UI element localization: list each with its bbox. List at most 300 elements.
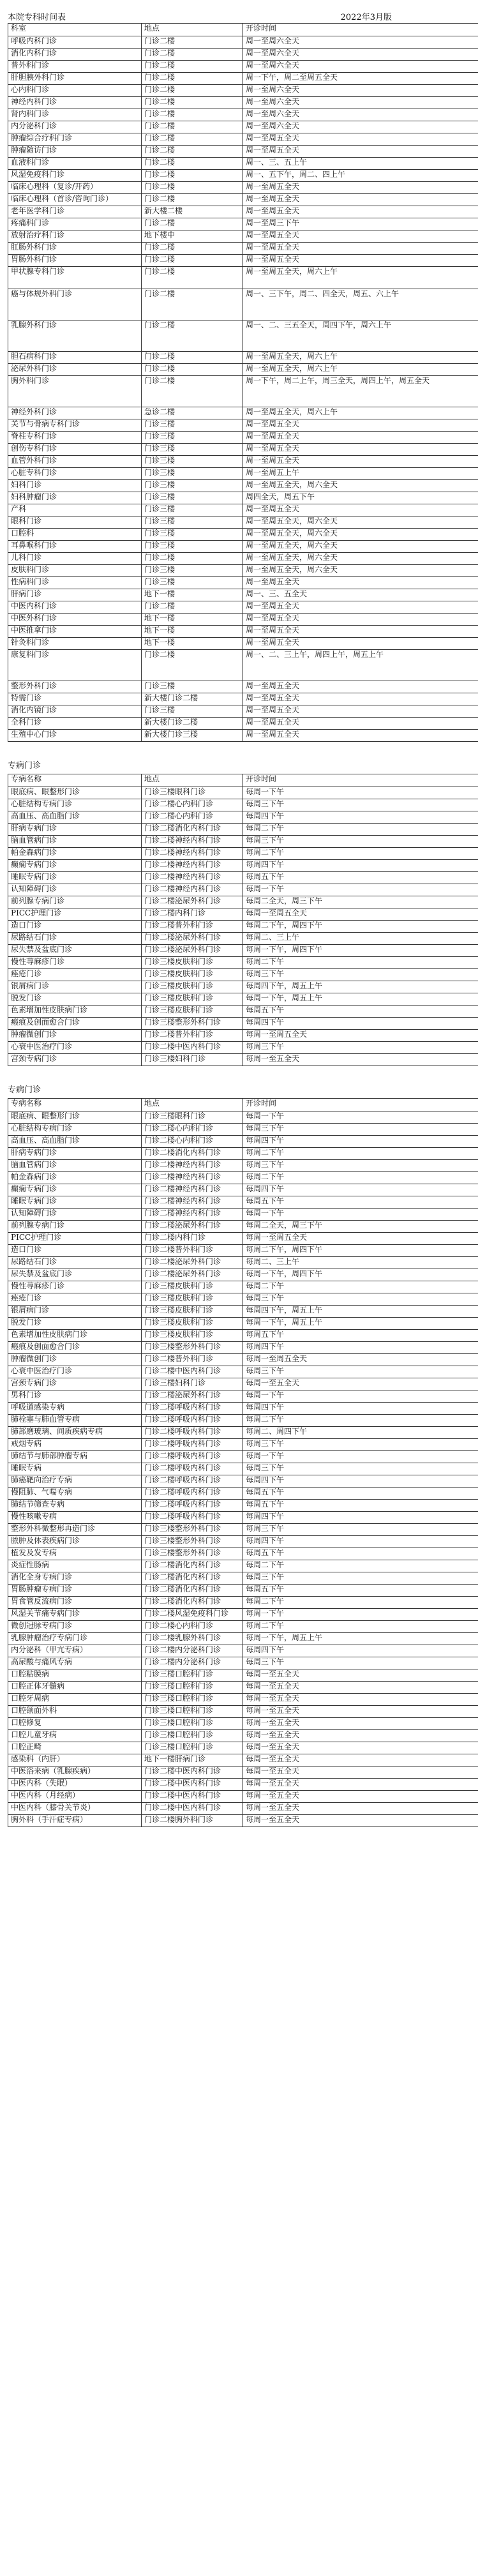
location-cell: 地下一楼 [142, 614, 243, 626]
hours-cell: 每周四下午 [243, 1645, 478, 1657]
hours-cell: 每周五下午 [243, 1488, 478, 1500]
hours-cell: 每周三下午 [243, 1463, 478, 1475]
location-cell: 门诊三楼皮肤科门诊 [142, 957, 243, 969]
hours-cell: 周一至周五全天，周六全天 [243, 480, 478, 492]
department-cell: 中医内科（膝骨关节炎） [8, 1803, 142, 1815]
department-cell: 心衰中医治疗门诊 [8, 1042, 142, 1054]
table-row [8, 799, 478, 811]
table-row [8, 1597, 478, 1609]
hours-cell: 每周四下午 [243, 1136, 478, 1148]
department-cell: 口腔儿童牙病 [8, 1730, 142, 1742]
department-cell: 肺栓塞与肺血管专病 [8, 1415, 142, 1427]
table-row [8, 589, 478, 601]
table-row [8, 1221, 478, 1233]
hours-cell: 每周三下午 [243, 1657, 478, 1669]
table-row [8, 957, 478, 969]
department-cell: 前列腺专病门诊 [8, 896, 142, 908]
hours-cell: 周一、二、三五全天，周四下午，周六上午 [243, 320, 478, 352]
table-row [8, 730, 478, 742]
table-row [8, 1111, 478, 1124]
hours-cell: 每周一下午，周五上午 [243, 993, 478, 1006]
location-cell: 门诊三楼 [142, 705, 243, 718]
hours-cell: 周一至周五全天，周六全天 [243, 541, 478, 553]
location-cell: 门诊三楼 [142, 492, 243, 504]
column-header: 科室 [8, 24, 142, 36]
location-cell: 门诊二楼 [142, 97, 243, 109]
department-cell: 血管外科门诊 [8, 456, 142, 468]
location-cell: 门诊二楼神经内科门诊 [142, 836, 243, 848]
location-cell: 门诊二楼 [142, 601, 243, 614]
section-title: 专病门诊 [8, 761, 41, 771]
department-cell: 妇科门诊 [8, 480, 142, 492]
location-cell: 门诊二楼呼吸内科门诊 [142, 1488, 243, 1500]
department-cell: 胸外科（手汗症专病） [8, 1815, 142, 1827]
table-row [8, 848, 478, 860]
hours-cell: 周一至周五全天 [243, 444, 478, 456]
location-cell: 门诊二楼中医内科门诊 [142, 1766, 243, 1779]
location-cell: 新大楼门诊二楼 [142, 718, 243, 730]
location-cell: 门诊二楼神经内科门诊 [142, 848, 243, 860]
table-row [8, 553, 478, 565]
table-row [8, 492, 478, 504]
department-cell: 口腔正体牙髓病 [8, 1682, 142, 1694]
table-row [8, 170, 478, 182]
table-row [8, 516, 478, 529]
table-row [8, 1269, 478, 1281]
location-cell: 门诊二楼 [142, 650, 243, 681]
hours-cell: 每周三下午 [243, 1160, 478, 1172]
hours-cell: 每周二下午，周四下午 [243, 1245, 478, 1257]
table-row [8, 206, 478, 218]
hours-cell: 每周三下午 [243, 1524, 478, 1536]
hours-cell: 每周一下午 [243, 1209, 478, 1221]
department-cell: 睡眠专病门诊 [8, 872, 142, 884]
department-cell: 肿瘤随访门诊 [8, 146, 142, 158]
department-cell: 脓肿及体表疾病门诊 [8, 1536, 142, 1548]
department-cell: 血液科门诊 [8, 158, 142, 170]
hours-cell: 每周一至周五全天 [243, 1030, 478, 1042]
hours-cell: 每周一至周五全天 [243, 1354, 478, 1366]
department-cell: 疼痛科门诊 [8, 218, 142, 230]
department-cell: 特需门诊 [8, 693, 142, 705]
hours-cell: 周一至周五全天 [243, 230, 478, 243]
table-row [8, 1779, 478, 1791]
department-cell: 色素增加性皮肤病门诊 [8, 1330, 142, 1342]
hours-cell: 周一至周五全天 [243, 577, 478, 589]
department-cell: 内分泌科（甲亢专病） [8, 1645, 142, 1657]
location-cell: 门诊三楼皮肤科门诊 [142, 1281, 243, 1293]
location-cell: 地下一楼 [142, 626, 243, 638]
table-row [8, 289, 478, 320]
table-row [8, 1172, 478, 1184]
location-cell: 门诊三楼 [142, 565, 243, 577]
hours-cell: 每周四下午，周五上午 [243, 1306, 478, 1318]
location-cell: 门诊二楼呼吸内科门诊 [142, 1475, 243, 1488]
department-cell: 中医推拿门诊 [8, 626, 142, 638]
location-cell: 门诊二楼 [142, 320, 243, 352]
department-cell: 宫颈专病门诊 [8, 1054, 142, 1066]
department-cell: 整形外科微整形再造门诊 [8, 1524, 142, 1536]
location-cell: 门诊三楼口腔科门诊 [142, 1706, 243, 1718]
location-cell: 门诊二楼 [142, 194, 243, 206]
table-row [8, 1609, 478, 1621]
table-row [8, 638, 478, 650]
hours-cell: 周一至周五全天 [243, 730, 478, 742]
department-cell: 肾内科门诊 [8, 109, 142, 121]
hours-cell: 周一至周五全天 [243, 432, 478, 444]
hours-cell: 每周二下午 [243, 1560, 478, 1572]
department-cell: 风湿关节痛专病门诊 [8, 1609, 142, 1621]
location-cell: 门诊二楼中医内科门诊 [142, 1779, 243, 1791]
department-cell: 肿瘤综合疗科门诊 [8, 133, 142, 146]
hours-cell: 每周二下午 [243, 1281, 478, 1293]
department-cell: 胃食管反流病门诊 [8, 1597, 142, 1609]
location-cell: 门诊三楼皮肤科门诊 [142, 981, 243, 993]
hours-cell: 每周一下午，周四下午 [243, 945, 478, 957]
department-cell: 造口门诊 [8, 921, 142, 933]
location-cell: 门诊二楼神经内科门诊 [142, 1184, 243, 1196]
location-cell: 门诊三楼整形外科门诊 [142, 1548, 243, 1560]
hours-cell: 周一至周五上午 [243, 468, 478, 480]
table-row [8, 1572, 478, 1585]
hours-cell: 每周一下午 [243, 1390, 478, 1403]
table-row [8, 1293, 478, 1306]
department-cell: 肝胆胰外科门诊 [8, 73, 142, 85]
document-title: 本院专科时间表 [8, 13, 66, 22]
table-row [8, 1042, 478, 1054]
department-cell: 脑血管病门诊 [8, 836, 142, 848]
table-row [8, 49, 478, 61]
hours-cell: 周一至周六全天 [243, 97, 478, 109]
hours-cell: 每周二下午 [243, 848, 478, 860]
department-cell: 癌与体规外科门诊 [8, 289, 142, 320]
column-header: 地点 [142, 24, 243, 36]
department-cell: PICC护理门诊 [8, 908, 142, 921]
department-cell: 睡眠专病门诊 [8, 1196, 142, 1209]
location-cell: 门诊三楼 [142, 432, 243, 444]
table-row [8, 577, 478, 589]
department-cell: 中医外科门诊 [8, 614, 142, 626]
location-cell: 门诊三楼皮肤科门诊 [142, 969, 243, 981]
table-row [8, 1694, 478, 1706]
table-row [8, 1427, 478, 1439]
hours-cell: 每周四下午 [243, 1536, 478, 1548]
location-cell: 门诊二楼心内科门诊 [142, 1136, 243, 1148]
location-cell: 门诊三楼 [142, 468, 243, 480]
table-row [8, 1257, 478, 1269]
department-cell: 普外科门诊 [8, 61, 142, 73]
table-row [8, 121, 478, 133]
table-row [8, 456, 478, 468]
department-cell: 口腔科 [8, 529, 142, 541]
hours-cell: 每周一至五全天 [243, 1766, 478, 1779]
specialty-clinic-table-extended [8, 1098, 478, 1827]
table-row [8, 133, 478, 146]
department-cell: 尿失禁及盆底门诊 [8, 945, 142, 957]
table-row [8, 1306, 478, 1318]
table-row [8, 480, 478, 492]
table-row [8, 1390, 478, 1403]
hours-cell: 每周四下午 [243, 1342, 478, 1354]
table-row [8, 1585, 478, 1597]
hours-cell: 每周四下午 [243, 1018, 478, 1030]
department-cell: 慢性咳嗽专病 [8, 1512, 142, 1524]
location-cell: 门诊三楼口腔科门诊 [142, 1742, 243, 1754]
department-cell: 瘢痕及创面愈合门诊 [8, 1018, 142, 1030]
table-row [8, 352, 478, 364]
department-cell: 口腔正畸 [8, 1742, 142, 1754]
location-cell: 门诊三楼整形外科门诊 [142, 1536, 243, 1548]
department-cell: 炎症性肠病 [8, 1560, 142, 1572]
table-row [8, 836, 478, 848]
department-cell: 创伤专科门诊 [8, 444, 142, 456]
department-cell: 口腔颌面外科 [8, 1706, 142, 1718]
location-cell: 新大楼门诊二楼 [142, 693, 243, 705]
location-cell: 门诊二楼中医内科门诊 [142, 1366, 243, 1378]
hours-cell: 每周一至五全天 [243, 1754, 478, 1766]
table-row [8, 1366, 478, 1378]
table-row [8, 824, 478, 836]
table-row [8, 182, 478, 194]
department-cell: 乳腺肿瘤治疗专病门诊 [8, 1633, 142, 1645]
table-row [8, 1342, 478, 1354]
department-cell: 眼科门诊 [8, 516, 142, 529]
location-cell: 地下一楼肝病门诊 [142, 1754, 243, 1766]
hours-cell: 每周二下午 [243, 1415, 478, 1427]
department-cell: 帕金森病门诊 [8, 848, 142, 860]
hours-cell: 每周一至五全天 [243, 1694, 478, 1706]
table-row [8, 993, 478, 1006]
department-cell: 高尿酸与痛风专病 [8, 1657, 142, 1669]
department-cell: 脑血管病门诊 [8, 1160, 142, 1172]
table-row [8, 1451, 478, 1463]
location-cell: 门诊二楼呼吸内科门诊 [142, 1427, 243, 1439]
location-cell: 地下一楼 [142, 589, 243, 601]
location-cell: 门诊二楼内分泌科门诊 [142, 1645, 243, 1657]
hours-cell: 周一至周六全天 [243, 49, 478, 61]
department-cell: 胆石病科门诊 [8, 352, 142, 364]
hours-cell: 每周一至五全天 [243, 1779, 478, 1791]
hours-cell: 周一至周五全天，周六上午 [243, 364, 478, 376]
location-cell: 门诊二楼泌尿外科门诊 [142, 933, 243, 945]
table-row [8, 1536, 478, 1548]
hours-cell: 周一至周三下午 [243, 218, 478, 230]
department-cell: 癫痫专病门诊 [8, 860, 142, 872]
location-cell: 门诊三楼 [142, 456, 243, 468]
table-row [8, 681, 478, 693]
location-cell: 门诊二楼 [142, 182, 243, 194]
department-cell: 前列腺专病门诊 [8, 1221, 142, 1233]
department-cell: 脊柱专科门诊 [8, 432, 142, 444]
table-row [8, 1209, 478, 1221]
department-cell: 风湿免疫科门诊 [8, 170, 142, 182]
table-row [8, 504, 478, 516]
location-cell: 门诊三楼 [142, 541, 243, 553]
hours-cell: 每周五下午 [243, 1330, 478, 1342]
location-cell: 门诊二楼神经内科门诊 [142, 1172, 243, 1184]
hours-cell: 每周五下午 [243, 1500, 478, 1512]
department-cell: 肺癌靶向治疗专病 [8, 1475, 142, 1488]
table-row [8, 650, 478, 681]
department-cell: 眼底病、眼整形门诊 [8, 1111, 142, 1124]
location-cell: 门诊二楼呼吸内科门诊 [142, 1512, 243, 1524]
location-cell: 门诊二楼 [142, 121, 243, 133]
department-cell: 产科 [8, 504, 142, 516]
table-row [8, 468, 478, 480]
hours-cell: 周一至周五全天 [243, 206, 478, 218]
location-cell: 门诊二楼乳腺外科门诊 [142, 1633, 243, 1645]
hours-cell: 每周二、三上午 [243, 1257, 478, 1269]
location-cell: 门诊三楼 [142, 529, 243, 541]
table-row [8, 1815, 478, 1827]
department-cell: 消化全身专病门诊 [8, 1572, 142, 1585]
location-cell: 门诊二楼普外科门诊 [142, 1245, 243, 1257]
location-cell: 门诊二楼普外科门诊 [142, 1354, 243, 1366]
table-header-row [8, 1099, 478, 1111]
hours-cell: 周一下午，周二至周五全天 [243, 73, 478, 85]
department-cell: 胸外科门诊 [8, 376, 142, 407]
department-cell: 造口门诊 [8, 1245, 142, 1257]
hours-cell: 每周三下午 [243, 1042, 478, 1054]
location-cell: 门诊二楼 [142, 243, 243, 255]
location-cell: 门诊二楼消化内科门诊 [142, 1572, 243, 1585]
table-row [8, 376, 478, 407]
location-cell: 门诊三楼 [142, 504, 243, 516]
hours-cell: 每周一至五全天 [243, 1718, 478, 1730]
hours-cell: 周四全天，周五下午 [243, 492, 478, 504]
table-row [8, 945, 478, 957]
location-cell: 门诊三楼口腔科门诊 [142, 1730, 243, 1742]
department-cell: 心脏结构专病门诊 [8, 799, 142, 811]
table-row [8, 320, 478, 352]
location-cell: 门诊二楼 [142, 146, 243, 158]
location-cell: 门诊三楼口腔科门诊 [142, 1694, 243, 1706]
hours-cell: 周一至周五全天 [243, 601, 478, 614]
hours-cell: 每周三下午 [243, 1572, 478, 1585]
table-header-row [8, 24, 478, 36]
hours-cell: 每周三下午 [243, 836, 478, 848]
table-row [8, 243, 478, 255]
department-cell: 男科门诊 [8, 1390, 142, 1403]
location-cell: 门诊二楼神经内科门诊 [142, 1160, 243, 1172]
location-cell: 门诊二楼呼吸内科门诊 [142, 1403, 243, 1415]
department-cell: 癫痫专病门诊 [8, 1184, 142, 1196]
table-row [8, 1006, 478, 1018]
section-title: 专病门诊 [8, 1085, 41, 1095]
hours-cell: 周一至周五全天，周六全天 [243, 516, 478, 529]
hours-cell: 周一至周五全天 [243, 718, 478, 730]
department-cell: 尿路结石门诊 [8, 1257, 142, 1269]
table-row [8, 860, 478, 872]
department-cell: 肿瘤微创门诊 [8, 1030, 142, 1042]
department-cell: PICC护理门诊 [8, 1233, 142, 1245]
table-row [8, 1318, 478, 1330]
department-cell: 肺结节与肺部肿瘤专病 [8, 1451, 142, 1463]
location-cell: 门诊二楼神经内科门诊 [142, 884, 243, 896]
table-row [8, 1682, 478, 1694]
location-cell: 门诊二楼神经内科门诊 [142, 860, 243, 872]
department-cell: 高血压、高血脂门诊 [8, 1136, 142, 1148]
location-cell: 门诊三楼 [142, 444, 243, 456]
location-cell: 门诊二楼呼吸内科门诊 [142, 1439, 243, 1451]
hours-cell: 周一、三、五全天 [243, 589, 478, 601]
table-row [8, 61, 478, 73]
hours-cell: 周一、二、三上午，周四上午，周五上午 [243, 650, 478, 681]
hours-cell: 周一至周五全天，周六上午 [243, 267, 478, 289]
department-cell: 眼底病、眼整形门诊 [8, 787, 142, 799]
department-cell: 高血压、高血脂门诊 [8, 811, 142, 824]
department-cell: 肝病专病门诊 [8, 1148, 142, 1160]
department-cell: 痤疮门诊 [8, 1293, 142, 1306]
table-row [8, 884, 478, 896]
location-cell: 门诊二楼呼吸内科门诊 [142, 1500, 243, 1512]
hours-cell: 每周五下午 [243, 1548, 478, 1560]
hours-cell: 周一至周五全天 [243, 504, 478, 516]
hours-cell: 周一至周五全天 [243, 146, 478, 158]
table-row [8, 705, 478, 718]
location-cell: 门诊二楼风湿免疫科门诊 [142, 1609, 243, 1621]
department-cell: 认知障碍门诊 [8, 1209, 142, 1221]
hours-cell: 每周一至五全天 [243, 1669, 478, 1682]
location-cell: 门诊二楼 [142, 376, 243, 407]
location-cell: 门诊三楼口腔科门诊 [142, 1669, 243, 1682]
column-header: 开诊时间 [243, 1099, 478, 1111]
table-row [8, 1475, 478, 1488]
table-header-row [8, 774, 478, 787]
location-cell: 门诊二楼消化内科门诊 [142, 824, 243, 836]
hours-cell: 每周一下午 [243, 884, 478, 896]
table-row [8, 85, 478, 97]
hours-cell: 每周二、周四下午 [243, 1427, 478, 1439]
hours-cell: 周一至周五全天，周六上午 [243, 352, 478, 364]
department-cell: 胃肠外科门诊 [8, 255, 142, 267]
location-cell: 门诊三楼 [142, 516, 243, 529]
hours-cell: 周一至周五全天，周六上午 [243, 407, 478, 419]
table-row [8, 896, 478, 908]
table-row [8, 1488, 478, 1500]
table-row [8, 1730, 478, 1742]
department-cell: 神经内科门诊 [8, 97, 142, 109]
column-header: 开诊时间 [243, 24, 478, 36]
department-cell: 老年医学科门诊 [8, 206, 142, 218]
department-cell: 慢性荨麻疹门诊 [8, 1281, 142, 1293]
table-row [8, 565, 478, 577]
table-row [8, 1184, 478, 1196]
hours-cell: 每周一至五全天 [243, 1742, 478, 1754]
hours-cell: 周一至周六全天 [243, 61, 478, 73]
location-cell: 门诊二楼心内科门诊 [142, 799, 243, 811]
location-cell: 门诊二楼 [142, 170, 243, 182]
location-cell: 门诊二楼 [142, 85, 243, 97]
hours-cell: 周一至周六全天 [243, 109, 478, 121]
department-cell: 皮肤科门诊 [8, 565, 142, 577]
hours-cell: 每周三下午 [243, 1124, 478, 1136]
location-cell: 门诊三楼整形外科门诊 [142, 1524, 243, 1536]
hours-cell: 每周二下午 [243, 1172, 478, 1184]
hours-cell: 每周一下午，周四下午 [243, 1269, 478, 1281]
department-cell: 中医内科（失眠） [8, 1779, 142, 1791]
table-row [8, 1439, 478, 1451]
table-row [8, 1706, 478, 1718]
department-cell: 全科门诊 [8, 718, 142, 730]
table-row [8, 1524, 478, 1536]
department-cell: 泌尿外科门诊 [8, 364, 142, 376]
location-cell: 门诊二楼消化内科门诊 [142, 1597, 243, 1609]
location-cell: 门诊三楼 [142, 419, 243, 432]
location-cell: 门诊二楼心内科门诊 [142, 1621, 243, 1633]
department-cell: 戒烟专病 [8, 1439, 142, 1451]
department-cell: 脱发门诊 [8, 1318, 142, 1330]
